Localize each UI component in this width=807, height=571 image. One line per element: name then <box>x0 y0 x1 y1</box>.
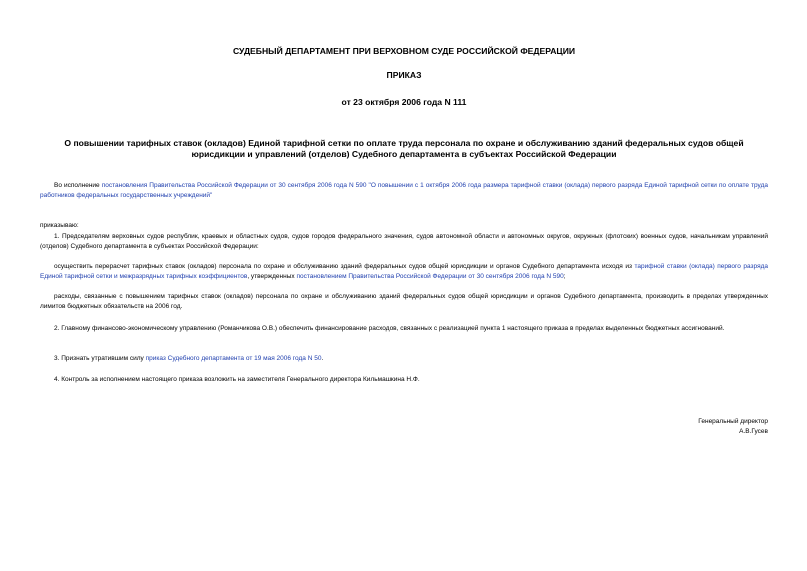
paragraph-3 <box>40 354 768 364</box>
organization-heading: СУДЕБНЫЙ ДЕПАРТАМЕНТ ПРИ ВЕРХОВНОМ СУДЕ РОССИЙСКОЙ ФЕДЕРАЦИИ <box>232 46 576 56</box>
paragraph-3-end: . <box>321 355 324 362</box>
paragraph-2: 2. Главному финансово-экономическому управлению (Романчикова О.В.) обеспечить финансирование расходов, связанных с реализацией пункта 1 настоящего приказа в пределах выделенных бюджетных ассигнований. <box>54 325 725 332</box>
signature-name: А.В.Гусев <box>739 428 768 435</box>
orders-paragraph: приказываю: <box>40 222 79 229</box>
paragraph-1b: расходы, связанные с повышением тарифных ставок (окладов) персонала по охране и обслуживанию зданий федеральных судов общей юрисдикции и органов Судебного департамента, производить в пределах утвержденных лимитов бюджетных обязательств на 2006 год. <box>40 293 768 310</box>
paragraph-4: 4. Контроль за исполнением настоящего приказа возложить на заместителя Генерального директора Кильмашкина Н.Ф. <box>54 376 420 383</box>
paragraph-1a-text: осуществить перерасчет тарифных ставок (окладов) персонала по охране и обслуживанию зданий федеральных судов общей юрисдикции и органов Судебного департамента исходя из <box>54 263 635 270</box>
paragraph-1a-middle: , утвержденных <box>247 272 297 280</box>
intro-decree-link[interactable]: постановления Правительства Российской Федерации от 30 сентября 2006 года N 590 "О повышении с 1 октября 2006 года размера тарифной ставки (оклада) первого разряда Единой тарифной сетки по оплате труда работников федеральных государственных учреждений" <box>40 182 768 199</box>
paragraph-1a-end: ; <box>563 272 566 280</box>
paragraph-1a <box>40 262 768 281</box>
signature-position: Генеральный директор <box>698 418 768 425</box>
intro-text: Во исполнение <box>54 182 102 189</box>
paragraph-1: 1. Председателям верховных судов республик, краевых и областных судов, судов городов федерального значения, судов автономной области и автономных округов, окружных (флотских) военных судов, начальникам управлений (отделов) Судебного департамента в субъектах Российской Федерации: <box>40 233 768 250</box>
order-50-link[interactable]: приказ Судебного департамента от 19 мая 2006 года N 50 <box>145 355 322 362</box>
paragraph-3-text: 3. Признать утратившим силу <box>54 355 146 362</box>
resolution-590-link[interactable]: постановлением Правительства Российской Федерации от 30 сентября 2006 года N 590 <box>296 272 564 280</box>
order-heading: ПРИКАЗ <box>386 70 422 80</box>
intro-paragraph <box>40 181 768 200</box>
order-date: от 23 октября 2006 года N 111 <box>341 97 467 107</box>
tariff-rate-link[interactable]: тарифной ставки (оклада) первого разряда Единой тарифной сетки и межразрядных тарифных коэффициентов <box>40 263 768 280</box>
order-title: О повышении тарифных ставок (окладов) Единой тарифной сетки по оплате труда персонала по охране и обслуживанию зданий федеральных судов общей юрисдикции и управлений (отделов) Судебного департамента в субъектах Российской Федерации <box>64 138 744 159</box>
